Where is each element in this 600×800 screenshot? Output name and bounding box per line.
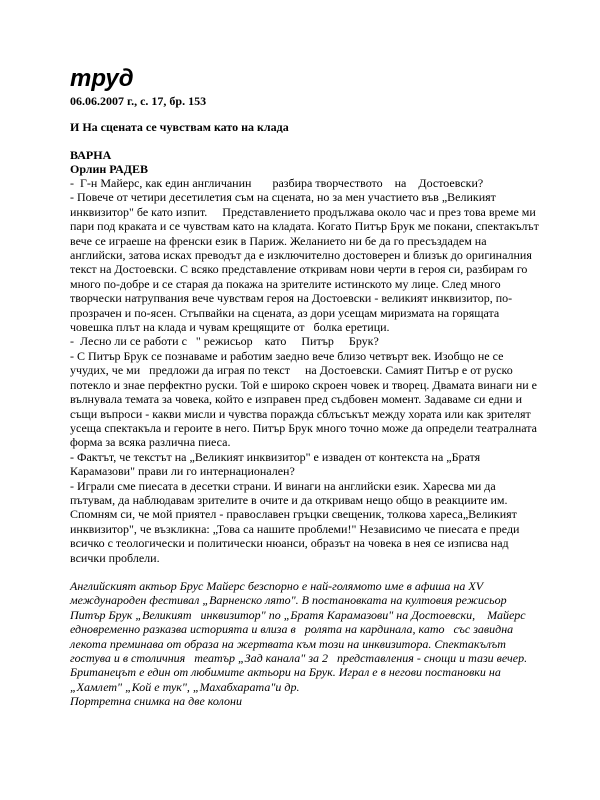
issue-line: 06.06.2007 г., с. 17, бр. 153	[70, 94, 207, 108]
intro-note	[70, 579, 540, 709]
trud-logo-mark	[70, 66, 150, 92]
interview-paragraph: - Лесно ли се работи с " режисьор като Питър Брук?	[70, 334, 379, 349]
interview-paragraph: - С Питър Брук се познаваме и работим заедно вече близо четвърт век. Изобщо не се учудих, че ми предложи да играя по текст на Достоевски. Самият Питър е от руско потекло и знае перфектно руски. Той е широко скроен човек и творец. Двамата винаги ни е вълнувала темата за човека, който е изправен пред съдбовен момент. Задаваме си едни и същи въпроси - какви мисли и чувства поражда сблъсъкът между хората или как зрителят усеща спектакъла и героите в него. Питър Брук много точно може да определи театралната форма за всяка различна пиеса.	[70, 348, 541, 450]
interview-paragraph: - Повече от четири десетилетия съм на сцената, но за мен участието във „Великият инквизитор" бе като изпит. Представлението продължава около час и през това време ми пари под краката и се чувствам като на кладата. Когато Питър Брук ме покани, спектакълът вече се играеше на френски език в Париж. Желанието ни бе да го пресъздадем на английски, затова исках преводът да е изключително достоверен и близък до оригиналния текст на Достоевски. С всяко представление откривам нови черти в героя си, разбирам го много по-добре и се старая да покажа на зрителите истинското му лице. След много творчески натрупвания вече чувствам героя на Достоевски - великият инквизитор, по- прозрачен и по-ясен. Стъпвайки на сцената, аз дори усещам миризмата на горящата човешка плът на клада и чувам крещящите от болка еретици.	[70, 190, 542, 335]
article-headline: И На сцената се чувствам като на клада	[70, 120, 289, 134]
interview-paragraph: - Фактът, че текстът на „Великият инквизитор" е изваден от контекста на „Братя Карамазови" прави ли го интернационален?	[70, 449, 484, 479]
article-body	[70, 176, 540, 565]
logo-text: труд	[70, 66, 134, 92]
article-page	[70, 66, 540, 709]
author-name: Орлин РАДЕВ	[70, 162, 148, 176]
photo-caption-note: Портретна снимка на две колони	[70, 694, 242, 709]
trud-logo	[70, 66, 540, 92]
dateline-place: ВАРНА	[70, 148, 112, 162]
intro-paragraph: Английският актьор Брус Майерс безспорно е най-голямото име в афиша на XV международен фестивал „Варненско лято". В постановката на култовия режисьор Питър Брук „Великият инквизитор" по „Братя Карамазови" на Достоевски, Майерс едновременно разказва историята и влиза в ролята на кардинала, като със завидна лекота преминава от образа на жертвата към този на инквизитора. Спектакълът гостува и в столичния театър „Зад канала" за 2 представления - снощи и тази вечер. Британецът е един от любимите актьори на Брук. Играл е в негови постановки на „Хамлет" „Кой е тук", „Махабхарата"и др.	[70, 578, 534, 694]
interview-paragraph: - Г-н Майерс, как един англичанин разбира творчеството на Достоевски?	[70, 176, 484, 190]
interview-paragraph: - Играли сме пиесата в десетки страни. И винаги на английски език. Харесва ми да пътувам, да наблюдавам зрителите в очите и да откривам нещо общо в реакциите им. Спомням си, че мой приятел - православен гръцки свещеник, толкова хареса„Великият инквизитор", че възкликна: „Това са нашите проблеми!" Независимо че пиесата е преди всичко с теологически и политически нюанси, образът на човека в нея се изписва над всички проблели.	[70, 478, 523, 565]
